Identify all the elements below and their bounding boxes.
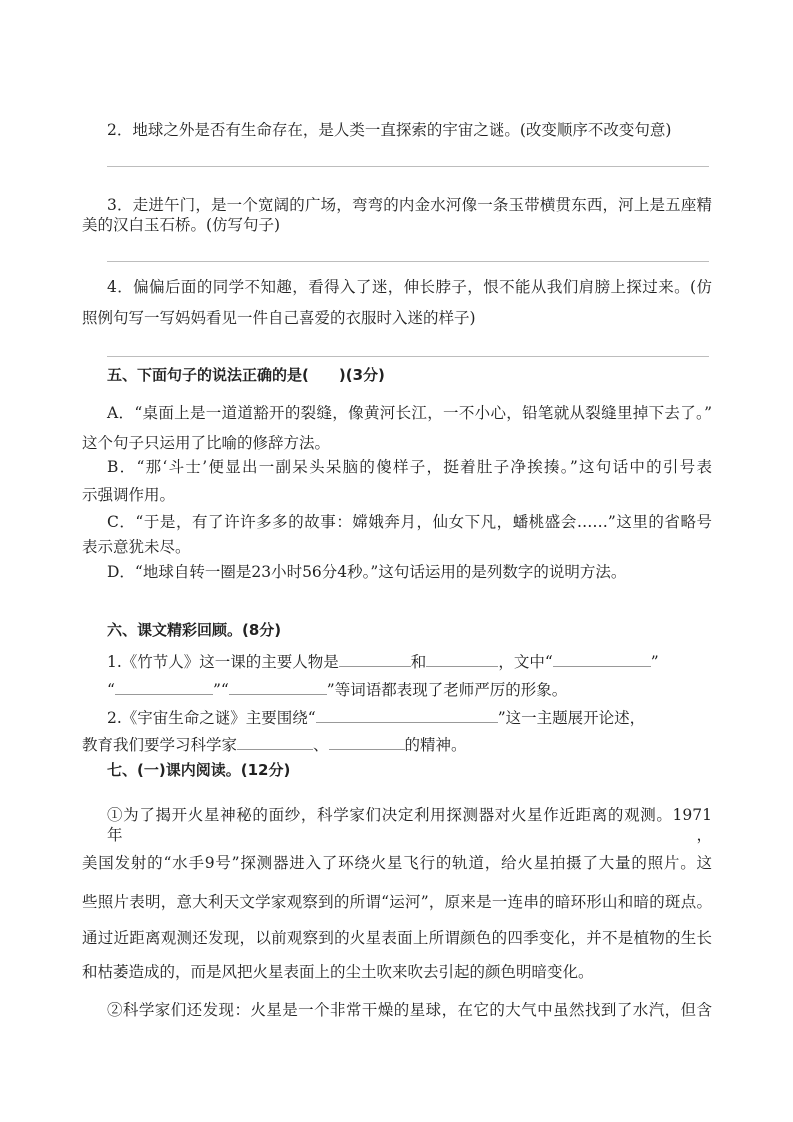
- option-a-line-2: 这个句子只运用了比喻的修辞方法。: [82, 434, 331, 452]
- passage-p2-line-1: ②科学家们还发现：火星是一个非常干燥的星球，在它的大气中虽然找到了水汽，但含: [107, 1001, 712, 1019]
- recall-text: ”“: [212, 681, 229, 699]
- option-a-line-1: A．“桌面上是一道道豁开的裂缝，像黄河长江，一不小心，铅笔就从裂缝里掉下去了。”: [107, 404, 712, 422]
- blank-field[interactable]: [229, 680, 327, 695]
- recall-text: “: [107, 681, 115, 699]
- recall-text: ，文中“: [498, 653, 553, 671]
- blank-field[interactable]: [339, 652, 411, 667]
- answer-line-4[interactable]: [107, 356, 709, 357]
- section-5-heading: 五、下面句子的说法正确的是( )(3分): [107, 366, 385, 384]
- question-2: 2．地球之外是否有生命存在，是人类一直探索的宇宙之谜。(改变顺序不改变句意): [107, 121, 672, 139]
- recall-line-3: [82, 708, 712, 728]
- option-c-line-2: 表示意犹未尽。: [82, 538, 191, 556]
- blank-field[interactable]: [426, 652, 498, 667]
- blank-field[interactable]: [115, 680, 213, 695]
- recall-text: 1.《竹节人》这一课的主要人物是: [107, 653, 339, 671]
- answer-line-2[interactable]: [107, 166, 709, 167]
- recall-text: 、: [313, 736, 329, 754]
- recall-line-1: [82, 652, 712, 672]
- blank-field[interactable]: [553, 652, 651, 667]
- recall-line-4: [82, 735, 712, 755]
- recall-text: 的精神。: [404, 736, 467, 754]
- option-d: D．“地球自转一圈是23小时56分4秒。”这句话运用的是列数字的说明方法。: [107, 563, 627, 581]
- answer-line-3[interactable]: [107, 261, 709, 262]
- recall-text: ”: [650, 653, 659, 671]
- passage-p1-line-4: 通过近距离观测还发现，以前观察到的火星表面上所谓颜色的四季变化，并不是植物的生长: [82, 929, 712, 947]
- recall-text: 教育我们要学习科学家: [82, 736, 238, 754]
- question-4-line-2: 照例句写一写妈妈看见一件自己喜爱的衣服时入迷的样子): [82, 309, 476, 327]
- passage-p1-line-2: 美国发射的“水手9号”探测器进入了环绕火星飞行的轨道，给火星拍摄了大量的照片。这: [82, 854, 712, 872]
- blank-field[interactable]: [237, 735, 313, 750]
- option-b-line-2: 示强调作用。: [82, 486, 176, 504]
- blank-field[interactable]: [316, 708, 498, 723]
- passage-p1-line-1: ①为了揭开火星神秘的面纱，科学家们决定利用探测器对火星作近距离的观测。1971年，: [107, 806, 712, 844]
- passage-p1-line-5: 和枯萎造成的，而是风把火星表面上的尘土吹来吹去引起的颜色明暗变化。: [82, 963, 594, 981]
- recall-text: ”等词语都表现了老师严厉的形象。: [326, 681, 568, 699]
- recall-text: ”这一主题展开论述，: [497, 709, 646, 727]
- recall-text: 和: [410, 653, 427, 671]
- question-4-line-1: 4．偏偏后面的同学不知趣，看得入了迷，伸长脖子，恨不能从我们肩膀上探过来。(仿: [107, 278, 712, 296]
- recall-line-2: [82, 680, 712, 700]
- option-c-line-1: C．“于是，有了许许多多的故事：嫦娥奔月，仙女下凡，蟠桃盛会……”这里的省略号: [107, 513, 712, 531]
- question-3-line-1: 3．走进午门，是一个宽阔的广场，弯弯的内金水河像一条玉带横贯东西，河上是五座精: [107, 196, 712, 214]
- question-3-line-2: 美的汉白玉石桥。(仿写句子): [82, 216, 281, 234]
- section-7-heading: 七、(一)课内阅读。(12分): [107, 761, 291, 779]
- blank-field[interactable]: [329, 735, 405, 750]
- option-b-line-1: B．“那‘斗士’便显出一副呆头呆脑的傻样子，挺着肚子净挨揍。”这句话中的引号表: [107, 458, 712, 476]
- recall-text: 2.《宇宙生命之谜》主要围绕“: [107, 709, 316, 727]
- passage-p1-line-3: 些照片表明，意大利天文学家观察到的所谓“运河”，原来是一连串的暗环形山和暗的斑点。: [82, 893, 712, 911]
- section-6-heading: 六、课文精彩回顾。(8分): [107, 621, 282, 639]
